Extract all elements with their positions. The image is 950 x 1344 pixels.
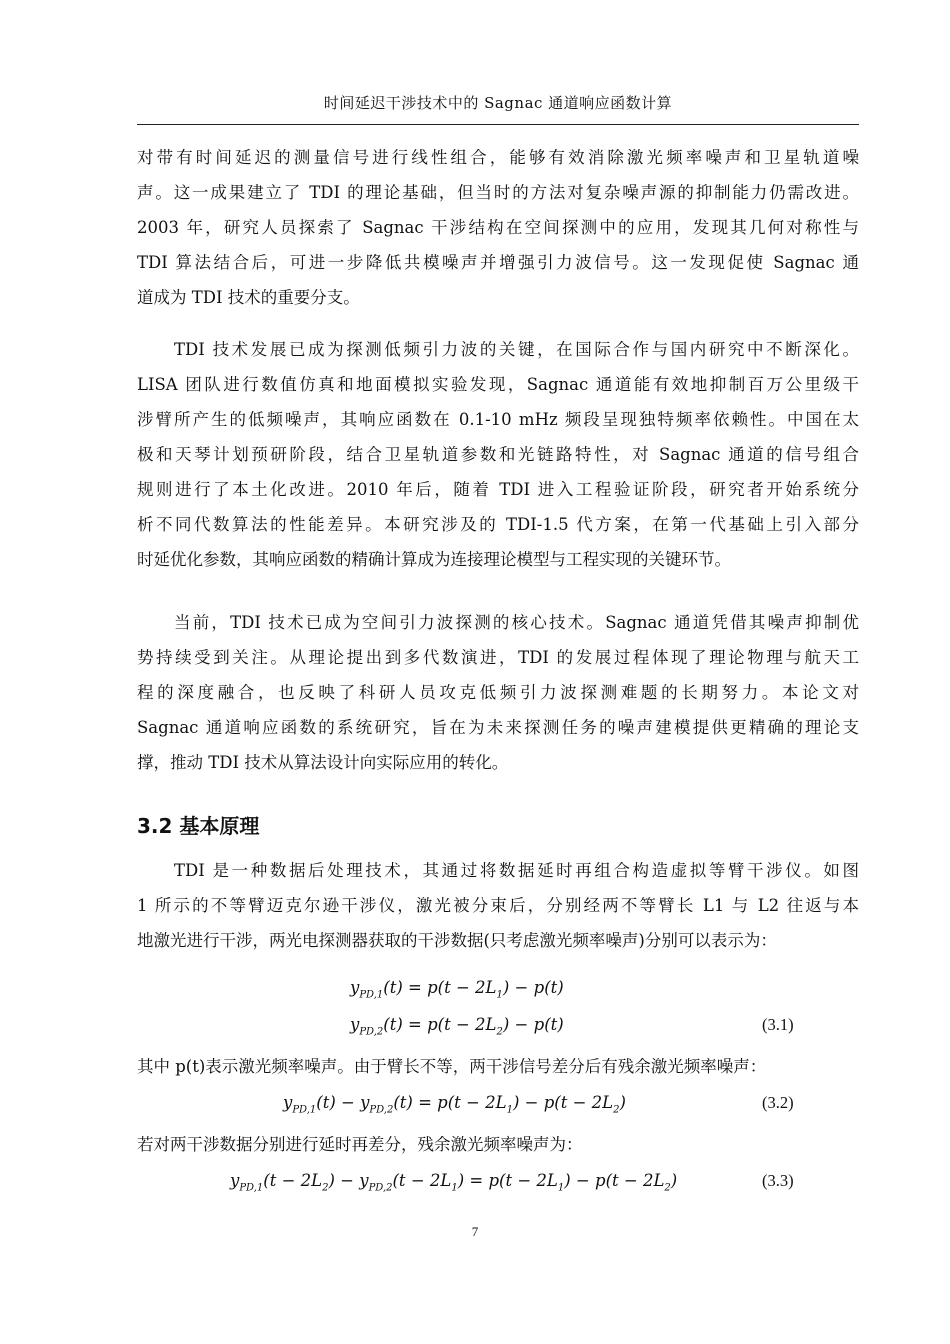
text-line: 时延优化参数，其响应函数的精确计算成为连接理论模型与工程实现的关键环节。 xyxy=(137,550,731,569)
section-heading: 3.2 基本原理 xyxy=(137,814,260,838)
text-line: 极和天琴计划预研阶段，结合卫星轨道参数和光链路特性，对 Sagnac 通道的信号组合 xyxy=(137,445,859,464)
running-header: 时间延迟干涉技术中的 Sagnac 通道响应函数计算 xyxy=(323,94,673,112)
text-line: 当前，TDI 技术已成为空间引力波探测的核心技术。Sagnac 通道凭借其噪声抑制优 xyxy=(174,613,859,632)
equation-number: (3.2) xyxy=(762,1093,794,1112)
paragraph-2 xyxy=(137,332,859,577)
text-line: 2003 年，研究人员探索了 Sagnac 干涉结构在空间探测中的应用，发现其几何对称性与 xyxy=(137,218,859,237)
equation-3-2: $y_{PD,1}(t) - y_{PD,2}(t) = p(t - 2L_1) - p(t - 2L_2)$ xyxy=(283,1093,626,1116)
paragraph-4 xyxy=(137,853,859,958)
equation-number: (3.1) xyxy=(762,1015,794,1034)
text-line: 析不同代数算法的性能差异。本研究涉及的 TDI-1.5 代方案，在第一代基础上引入部分 xyxy=(137,515,859,534)
text-line: 涉臂所产生的低频噪声，其响应函数在 0.1-10 mHz 频段呈现独特频率依赖性。中国在太 xyxy=(137,410,859,429)
text-line: 道成为 TDI 技术的重要分支。 xyxy=(137,288,360,307)
text-line: 撑，推动 TDI 技术从算法设计向实际应用的转化。 xyxy=(137,753,509,772)
text-line: 势持续受到关注。从理论提出到多代数演进，TDI 的发展过程体现了理论物理与航天工 xyxy=(137,648,859,667)
paragraph-1 xyxy=(137,140,859,315)
text-line: LISA 团队进行数值仿真和地面模拟实验发现，Sagnac 通道能有效地抑制百万公里级干 xyxy=(137,375,859,394)
text-line: TDI 技术发展已成为探测低频引力波的关键，在国际合作与国内研究中不断深化。 xyxy=(174,340,859,359)
text-line: 对带有时间延迟的测量信号进行线性组合，能够有效消除激光频率噪声和卫星轨道噪 xyxy=(137,148,859,167)
paragraph-3 xyxy=(137,605,859,780)
text-line: TDI 算法结合后，可进一步降低共模噪声并增强引力波信号。这一发现促使 Sagnac 通 xyxy=(137,253,859,272)
text-line: 1 所示的不等臂迈克尔逊干涉仪，激光被分束后，分别经两不等臂长 L1 与 L2 往返与本 xyxy=(137,896,859,915)
header-rule xyxy=(137,124,859,125)
text-line: Sagnac 通道响应函数的系统研究，旨在为未来探测任务的噪声建模提供更精确的理论支 xyxy=(137,718,859,737)
text-line: 其中 p(t)表示激光频率噪声。由于臂长不等，两干涉信号差分后有残余激光频率噪声： xyxy=(137,1057,767,1076)
equation-number: (3.3) xyxy=(762,1171,794,1190)
equation-3-1-line-1: $y_{PD,1}(t) = p(t - 2L_1) - p(t)$ xyxy=(350,978,564,1001)
text-line: 地激光进行干涉，两光电探测器获取的干涉数据(只考虑激光频率噪声)分别可以表示为： xyxy=(137,931,777,950)
text-line: 若对两干涉数据分别进行延时再差分，残余激光频率噪声为： xyxy=(137,1135,583,1154)
equation-3-1-line-2: $y_{PD,2}(t) = p(t - 2L_2) - p(t)$ xyxy=(350,1015,564,1038)
equation-3-3: $y_{PD,1}(t - 2L_2) - y_{PD,2}(t - 2L_1) = p(t - 2L_1) - p(t - 2L_2)$ xyxy=(230,1171,678,1194)
page-number: 7 xyxy=(471,1224,479,1239)
text-line: 规则进行了本土化改进。2010 年后，随着 TDI 进入工程验证阶段，研究者开始系统分 xyxy=(137,480,859,499)
text-line: TDI 是一种数据后处理技术，其通过将数据延时再组合构造虚拟等臂干涉仪。如图 xyxy=(174,861,859,880)
text-line: 程的深度融合，也反映了科研人员攻克低频引力波探测难题的长期努力。本论文对 xyxy=(137,683,859,702)
text-line: 声。这一成果建立了 TDI 的理论基础，但当时的方法对复杂噪声源的抑制能力仍需改进。 xyxy=(137,183,859,202)
